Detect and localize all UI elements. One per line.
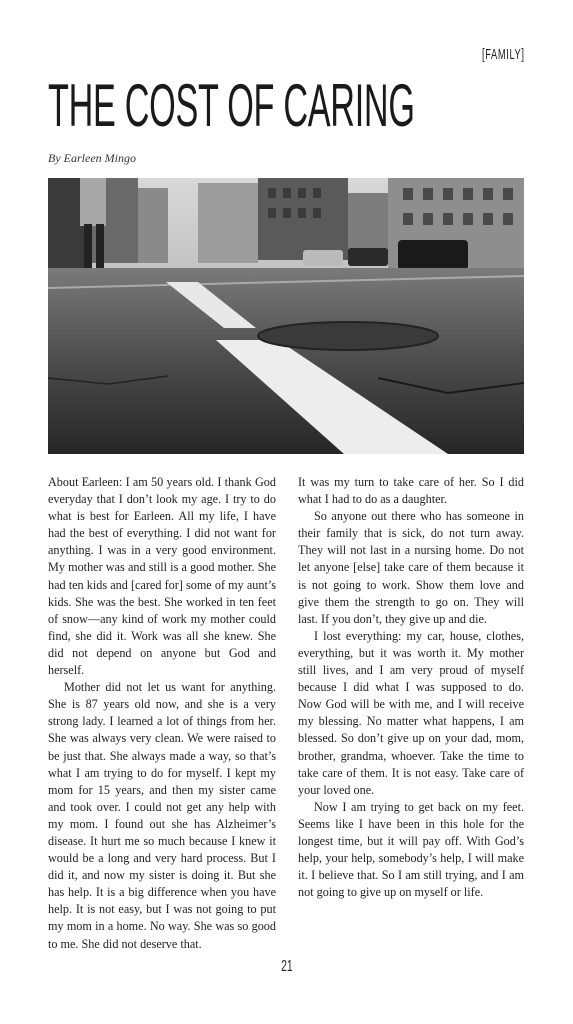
page-number-container	[0, 958, 573, 976]
paragraph: I lost everything: my car, house, clothes, everything, but it was worth it. My mother still lives, and I am very proud of myself because I did what I was supposed to do. Now God will be with me, and I will receive my blessing. No matter what happens, I am blessed. So don’t give up on your dad, mom, brother, grandma, whoever. Take the time to take care of them. It is not easy. Take care of your loved one.	[298, 628, 524, 797]
article-title: THE COST OF CARING	[48, 72, 415, 139]
article-column-right	[298, 474, 524, 901]
street-photo	[48, 178, 524, 454]
paragraph: Mother did not let us want for anything. She is 87 years old now, and she is a very strong lady. I learned a lot of things from her. She was always very clean. We were raised to be just that. She always made a way, so that’s what I am trying to do for myself. I kept my mom for 15 years, and then my sister came and took over. I could not get any help with my mom. I found out she has Alzheimer’s disease. It hurt me so much because I knew it would be a long and very hard process. But I did it, and now my sister is doing it. But she has help. It is a big difference when you have help. It is not easy, but I was not going to put my mom in a home. No way. She was so good to me. She did not deserve that.	[48, 680, 276, 951]
paragraph: So anyone out there who has someone in their family that is sick, do not turn away. They will not last in a nursing home. Do not let anyone [else] take care of them because it is not going to work. Show them love and give them the strength to go on. They will last. If you don’t, they give up and die.	[298, 509, 524, 626]
paragraph: Now I am trying to get back on my feet. Seems like I have been in this hole for the longest time, but it will pay off. With God’s help, your help, somebody’s help, I will make it. I believe that. So I am still trying, and I am not going to give up on myself or life.	[298, 799, 524, 900]
article-column-left	[48, 474, 276, 953]
byline: By Earleen Mingo	[48, 151, 136, 165]
paragraph: About Earleen: I am 50 years old. I thank God everyday that I don’t look my age. I try to do what is best for Earleen. All my life, I have had the best of everything. I did not want for anything. I was in a very good environment. My mother was and still is a good mother. She had ten kids and [cared for] some of my aunt’s kids. She was the best. She worked in ten feet of snow—any kind of work my mother could find, she did it. Work was all she knew. She did not depend on anyone but God and herself.	[48, 475, 276, 678]
paragraph: It was my turn to take care of her. So I did what I had to do as a daughter.	[298, 475, 524, 507]
page-number: 21	[280, 958, 293, 975]
section-tag: [FAMILY]	[482, 46, 525, 63]
